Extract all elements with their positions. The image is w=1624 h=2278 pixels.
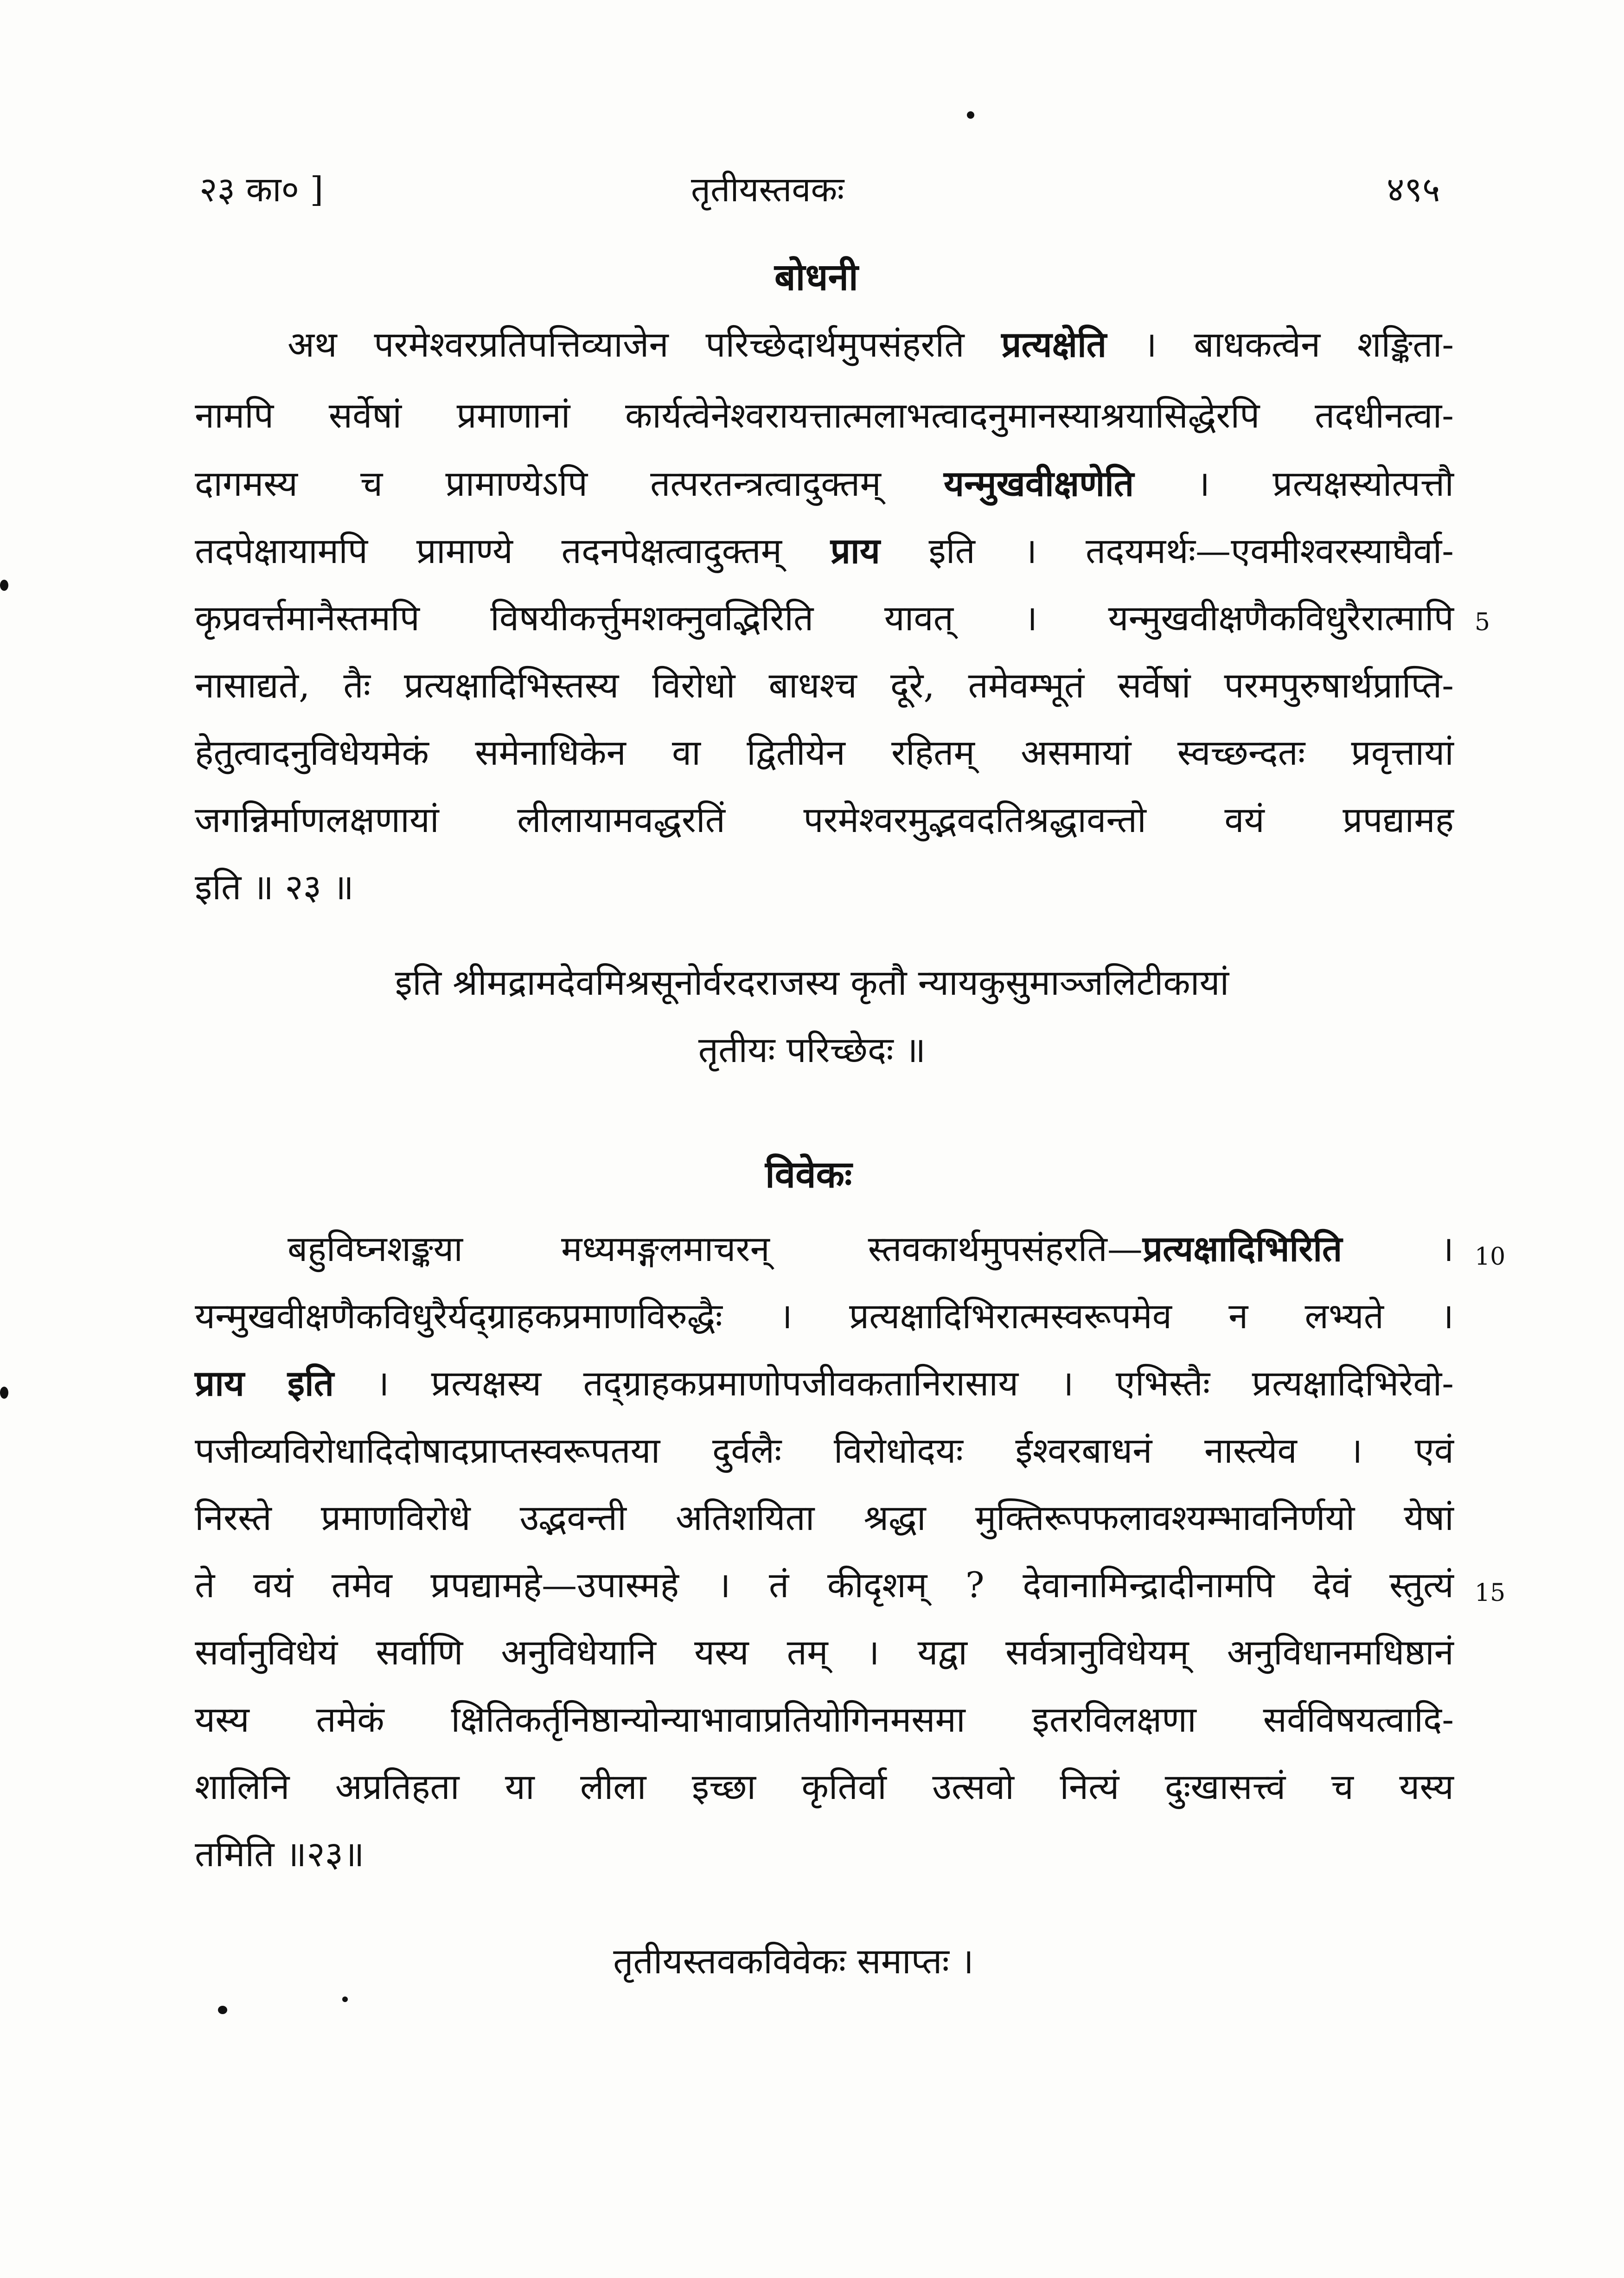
scan-speck: [342, 1996, 348, 2002]
text-line: यन्मुखवीक्षणैकविधुरैर्यद्ग्राहकप्रमाणविरुद्धैः । प्रत्यक्षादिभिरात्मस्वरूपमेव न लभ्यते ।: [195, 1295, 1454, 1337]
text-line: तमिति ॥२३॥: [195, 1833, 364, 1875]
text-line: हेतुत्वादनुविधेयमेकं समेनाधिकेन वा द्वितीयेन रहितम् असमायां स्वच्छन्दतः प्रवृत्तायां: [195, 732, 1454, 773]
text-line: निरस्ते प्रमाणविरोधे उद्भवन्ती अतिशयिता श्रद्धा मुक्तिरूपफलावश्यम्भावनिर्णयो येषां: [195, 1497, 1454, 1538]
colophon-line-1: इति श्रीमद्रामदेवमिश्रसूनोर्वरदराजस्य कृतौ न्यायकुसुमाञ्जलिटीकायां: [395, 962, 1229, 1003]
running-head-left: २३ का० ]: [199, 170, 324, 210]
text-line: जगन्निर्माणलक्षणायां लीलायामवद्धरतिं परमेश्वरमुद्भवदतिश्रद्धावन्तो वयं प्रपद्यामह: [195, 799, 1454, 840]
text-line: यस्य तमेकं क्षितिकर्तृनिष्ठान्योन्याभावाप्रतियोगिनमसमा इतरविलक्षणा सर्वविषयत्वादि-: [195, 1699, 1454, 1740]
text-line: प्राय इति । प्रत्यक्षस्य तद्ग्राहकप्रमाणोपजीवकतानिरासाय । एभिस्तैः प्रत्यक्षादिभिरेवो-: [195, 1363, 1454, 1404]
text-line: बहुविघ्नशङ्कया मध्यमङ्गलमाचरन् स्तवकार्थमुपसंहरति—प्रत्यक्षादिभिरिति ।: [288, 1228, 1454, 1269]
scan-speck: [967, 111, 974, 119]
section-title-viveka: विवेकः: [765, 1152, 852, 1196]
text-line: ते वयं तमेव प्रपद्यामहे—उपास्महे । तं कीदृशम् ? देवानामिन्द्रादीनामपि देवं स्तुत्यं: [195, 1564, 1454, 1606]
scan-speck: [218, 2006, 227, 2014]
text-line: नासाद्यते, तैः प्रत्यक्षादिभिस्तस्य विरोधो बाधश्च दूरे, तमेवम्भूतं सर्वेषां परमपुरुषार्थप्राप्ति-: [195, 665, 1454, 706]
scan-speck: [0, 1387, 8, 1399]
line-number: 15: [1475, 1579, 1506, 1607]
closing-line: तृतीयस्तवकविवेकः समाप्तः ।: [613, 1940, 974, 1982]
colophon-line-2: तृतीयः परिच्छेदः ॥: [698, 1029, 926, 1070]
line-number: 10: [1475, 1243, 1506, 1271]
section-title-bodhani: बोधनी: [774, 255, 858, 299]
text-line: कृप्रवर्त्तमानैस्तमपि विषयीकर्त्तुमशक्नुवद्भिरिति यावत् । यन्मुखवीक्षणैकविधुरैरात्मापि: [195, 597, 1454, 639]
text-line: इति ॥ २३ ॥: [195, 866, 354, 908]
text-line: सर्वानुविधेयं सर्वाणि अनुविधेयानि यस्य तम् । यद्वा सर्वत्रानुविधेयम् अनुविधानमधिष्ठानं: [195, 1632, 1454, 1673]
page-number: ४९५: [1387, 170, 1440, 210]
text-line: पजीव्यविरोधादिदोषादप्राप्तस्वरूपतया दुर्वलैः विरोधोदयः ईश्वरबाधनं नास्त्येव । एवं: [195, 1430, 1454, 1471]
text-line: अथ परमेश्वरप्रतिपत्तिव्याजेन परिच्छेदार्थमुपसंहरति प्रत्यक्षेति । बाधकत्वेन शङ्किता-: [288, 324, 1454, 365]
text-line: दागमस्य च प्रामाण्येऽपि तत्परतन्त्रत्वादुक्तम् यन्मुखवीक्षणेति । प्रत्यक्षस्योत्पत्तौ: [195, 463, 1454, 504]
text-line: तदपेक्षायामपि प्रामाण्ये तदनपेक्षत्वादुक्तम् प्राय इति । तदयमर्थः—एवमीश्वरस्याघैर्वा-: [195, 530, 1454, 571]
running-head-title: तृतीयस्तवकः: [691, 170, 844, 210]
scan-speck: [0, 580, 8, 591]
text-line: शालिनि अप्रतिहता या लीला इच्छा कृतिर्वा उत्सवो नित्यं दुःखासत्त्वं च यस्य: [195, 1766, 1454, 1807]
text-line: नामपि सर्वेषां प्रमाणानां कार्यत्वेनेश्वरायत्तात्मलाभत्वादनुमानस्याश्रयासिद्धेरपि तदधीनत्वा-: [195, 395, 1454, 436]
line-number: 5: [1475, 608, 1490, 636]
